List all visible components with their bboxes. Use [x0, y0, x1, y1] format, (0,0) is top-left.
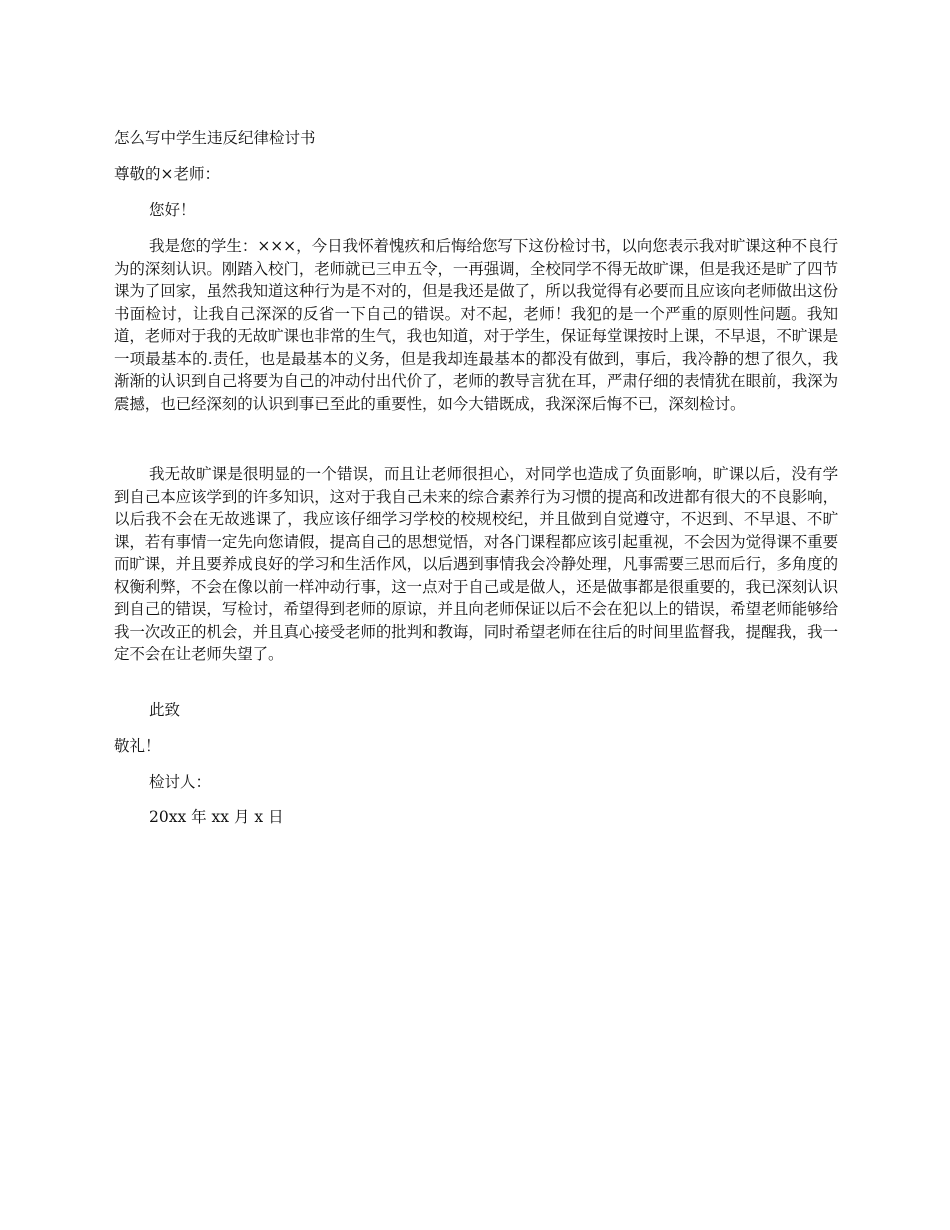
document-title: 怎么写中学生违反纪律检讨书 [114, 129, 316, 147]
respect-line: 敬礼！ [114, 737, 161, 755]
body-paragraph-1: 我是您的学生：×××，今日我怀着愧疚和后悔给您写下这份检讨书，以向您表示我对旷课这种不良行为的深刻认识。刚踏入校门，老师就已三申五令，一再强调，全校同学不得无故旷课，但是我还是旷了四节课为了回家，虽然我知道这种行为是不对的，但是我还是做了，所以我觉得有必要而且应该向老师做出这份书面检讨，让我自己深深的反省一下自己的错误。对不起，老师！我犯的是一个严重的原则性问题。我知道，老师对于我的无故旷课也非常的生气，我也知道，对于学生，保证每堂课按时上课，不早退，不旷课是一项最基本的.责任，也是最基本的义务，但是我却连最基本的都没有做到，事后，我冷静的想了很久，我渐渐的认识到自己将要为自己的冲动付出代价了，老师的教导言犹在耳，严肃仔细的表情犹在眼前，我深为震撼，也已经深刻的认识到事已至此的重要性，如今大错既成，我深深后悔不已，深刻检讨。 [114, 237, 838, 413]
body-paragraph-2: 我无故旷课是很明显的一个错误，而且让老师很担心，对同学也造成了负面影响，旷课以后，没有学到自己本应该学到的许多知识，这对于我自己未来的综合素养行为习惯的提高和改进都有很大的不良影响，以后我不会在无故逃课了，我应该仔细学习学校的校规校纪，并且做到自觉遵守，不迟到、不早退、不旷课，若有事情一定先向您请假，提高自己的思想觉悟，对各门课程都应该引起重视，不会因为觉得课不重要而旷课，并且要养成良好的学习和生活作风，以后遇到事情我会冷静处理，凡事需要三思而后行，多角度的权衡利弊，不会在像以前一样冲动行事，这一点对于自己或是做人，还是做事都是很重要的，我已深刻认识到自己的错误，写检讨，希望得到老师的原谅，并且向老师保证以后不会在犯以上的错误，希望老师能够给我一次改正的机会，并且真心接受老师的批判和教诲，同时希望老师在往后的时间里监督我，提醒我，我一定不会在让老师失望了。 [114, 465, 838, 663]
salutation: 尊敬的×老师： [114, 165, 220, 183]
date-line: 20xx 年 xx 月 x 日 [149, 808, 284, 826]
greeting: 您好！ [149, 201, 196, 219]
signer-label: 检讨人： [149, 773, 212, 791]
closing-phrase: 此致 [149, 701, 181, 719]
